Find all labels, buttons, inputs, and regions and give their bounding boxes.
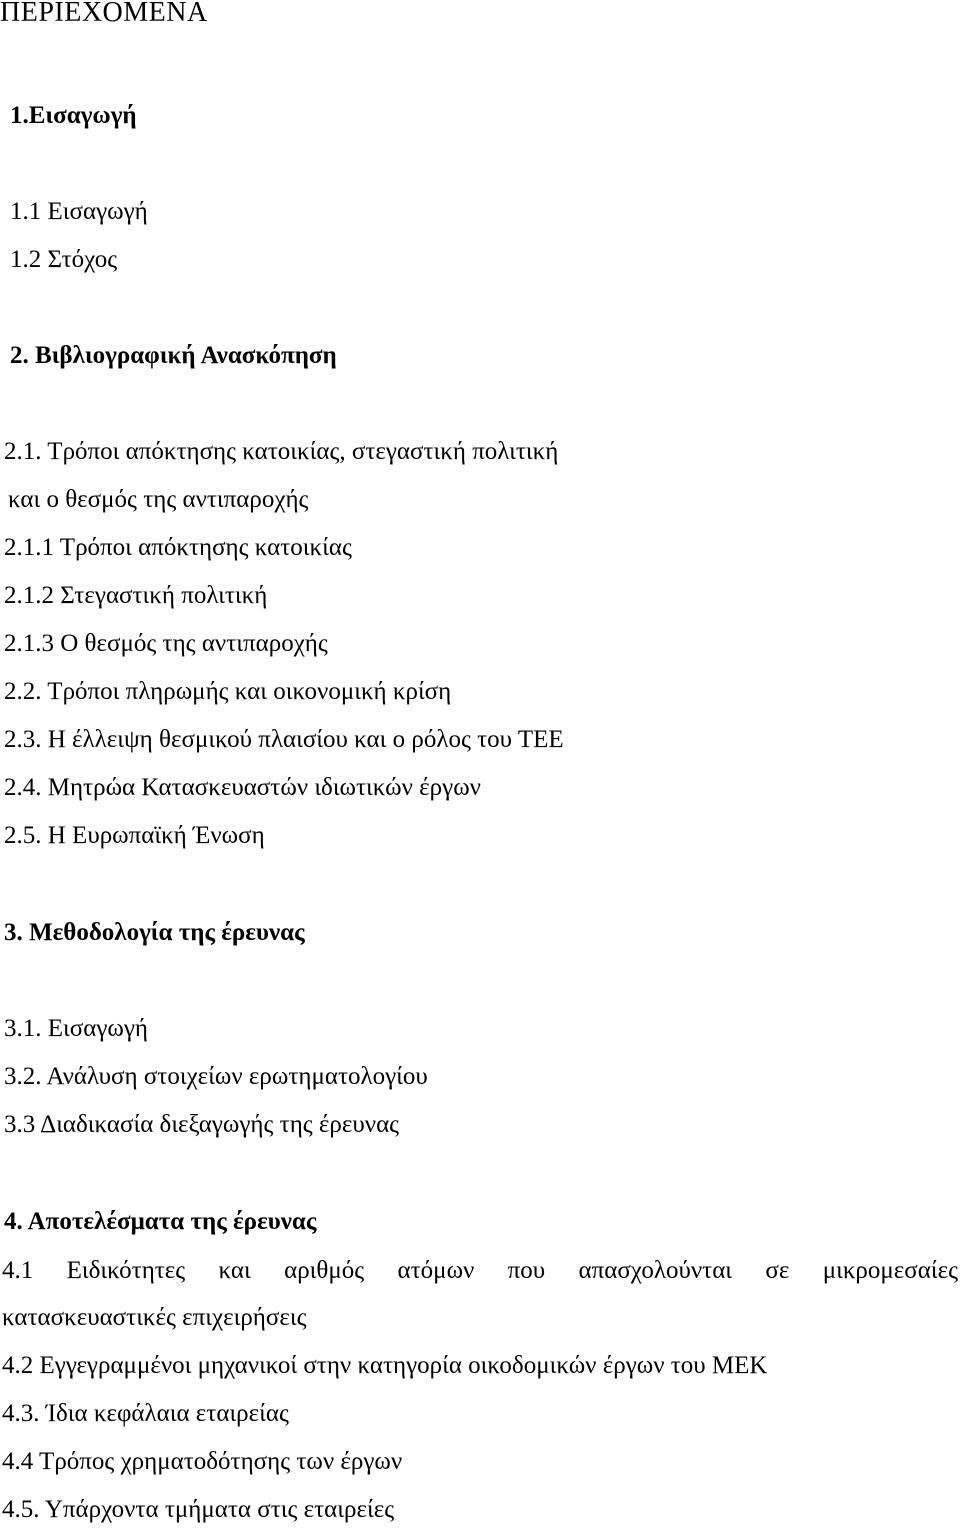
toc-section-1-1: 1.1 Εισαγωγή [10,198,148,225]
toc-section-3-3: 3.3 Διαδικασία διεξαγωγής της έρευνας [4,1111,400,1138]
toc-section-4-4: 4.4 Τρόπος χρηματοδότησης των έργων [2,1448,403,1475]
toc-section-4-2: 4.2 Εγγεγραμμένοι μηχανικοί στην κατηγορία οικοδομικών έργων του ΜΕΚ [2,1352,768,1379]
toc-section-3-1: 3.1. Εισαγωγή [4,1015,148,1042]
toc-section-4-5: 4.5. Υπάρχοντα τμήματα στις εταιρείες [2,1496,395,1523]
toc-section-3-2: 3.2. Ανάλυση στοιχείων ερωτηματολογίου [4,1063,428,1090]
toc-section-2-1-line1: 2.1. Τρόποι απόκτησης κατοικίας, στεγαστική πολιτική [4,438,559,465]
toc-chapter-4: 4. Αποτελέσματα της έρευνας [4,1208,317,1235]
toc-section-2-1-2: 2.1.2 Στεγαστική πολιτική [4,582,268,609]
toc-section-4-1-line1: 4.1 Ειδικότητες και αριθμός ατόμων που απασχολούνται σε μικρομεσαίες [2,1257,958,1284]
toc-section-2-1-1: 2.1.1 Τρόποι απόκτησης κατοικίας [4,534,352,561]
toc-section-1-2: 1.2 Στόχος [10,246,118,273]
toc-section-2-2: 2.2. Τρόποι πληρωμής και οικονομική κρίση [4,678,452,705]
toc-section-2-1-line2: και ο θεσμός της αντιπαροχής [8,486,309,513]
toc-section-2-1-3: 2.1.3 Ο θεσμός της αντιπαροχής [4,630,328,657]
toc-chapter-1: 1.Εισαγωγή [10,102,137,129]
toc-section-2-5: 2.5. Η Ευρωπαϊκή Ένωση [4,822,265,849]
toc-section-4-3: 4.3. Ίδια κεφάλαια εταιρείας [2,1400,289,1427]
toc-section-2-3: 2.3. Η έλλειψη θεσμικού πλαισίου και ο ρόλος του ΤΕΕ [4,726,564,753]
toc-chapter-2: 2. Βιβλιογραφική Ανασκόπηση [10,342,337,369]
page-title: ΠΕΡΙΕΧΟΜΕΝΑ [0,0,208,28]
toc-section-4-1-line2: κατασκευαστικές επιχειρήσεις [2,1304,307,1331]
toc-chapter-3: 3. Μεθοδολογία της έρευνας [4,919,305,946]
toc-section-2-4: 2.4. Μητρώα Κατασκευαστών ιδιωτικών έργων [4,774,481,801]
